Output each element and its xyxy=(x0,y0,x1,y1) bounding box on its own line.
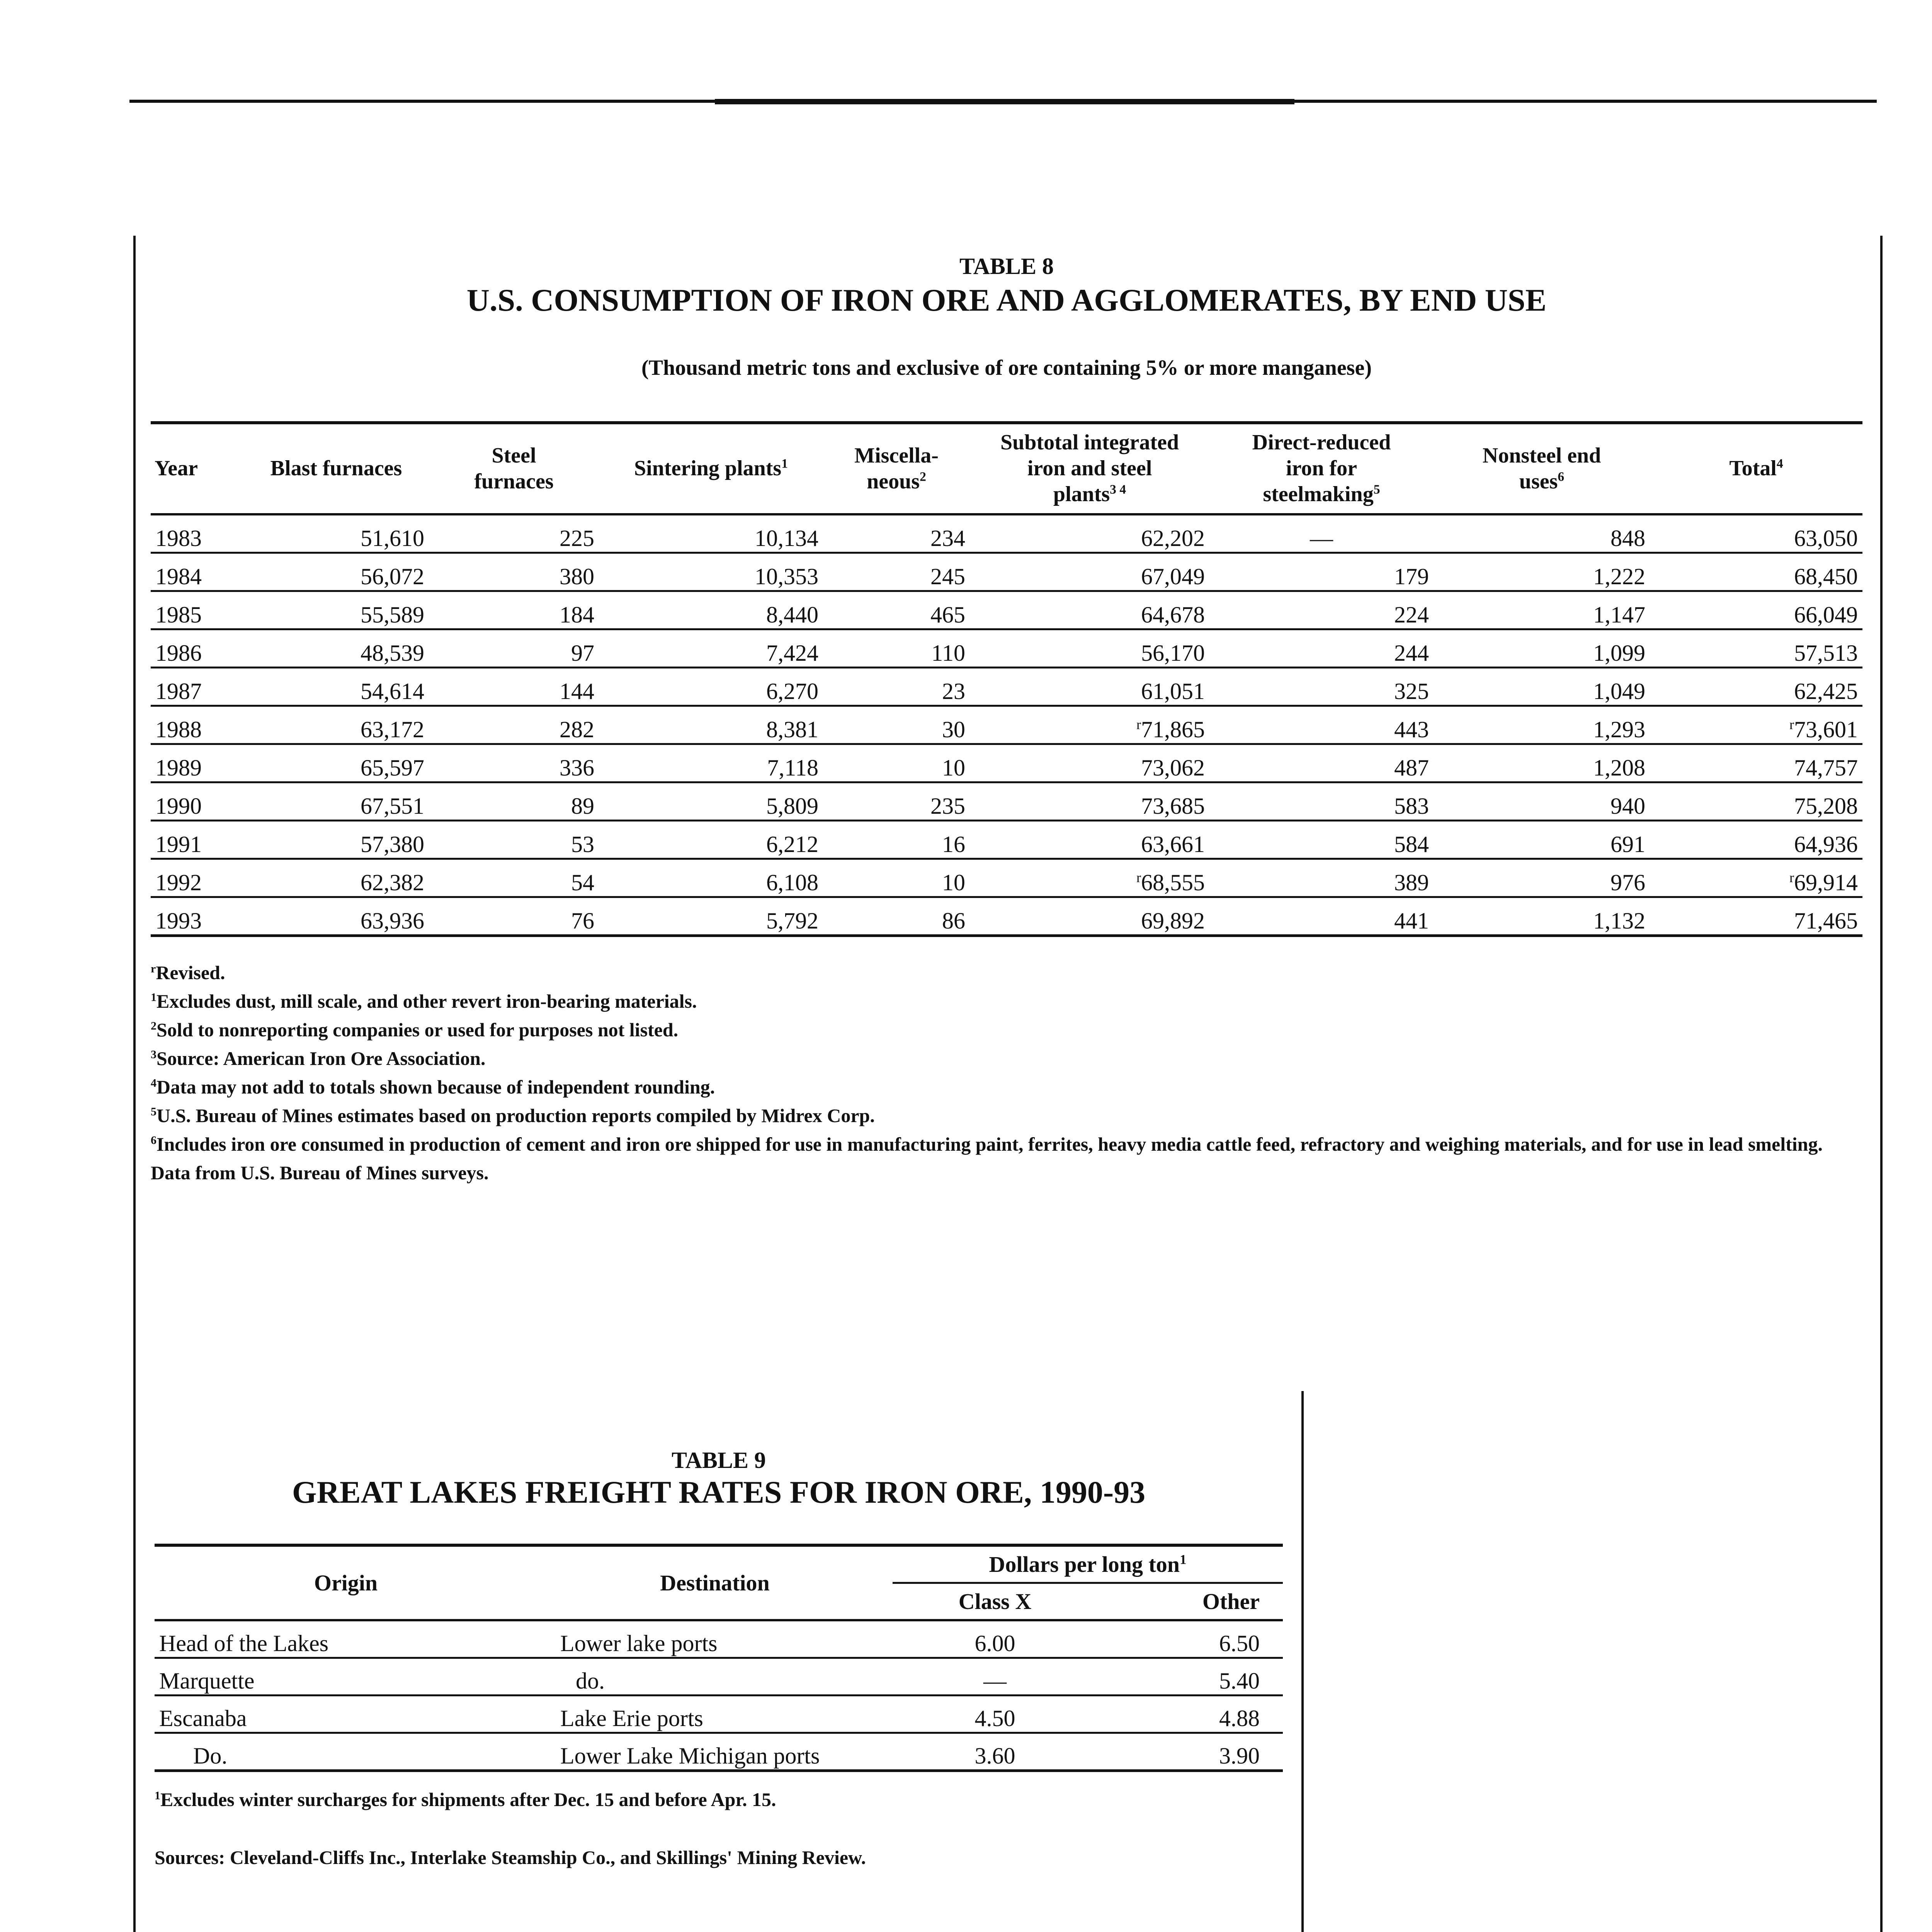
cell-misc: 23 xyxy=(823,667,970,706)
cell-subtotal: 62,202 xyxy=(970,514,1209,553)
cell-origin: Marquette xyxy=(155,1658,537,1696)
cell-total: 63,050 xyxy=(1650,514,1862,553)
cell-year: 1993 xyxy=(151,897,243,935)
cell-dri: — xyxy=(1209,514,1434,553)
table8-header-blast: Blast furnaces xyxy=(243,423,429,514)
cell-origin: Head of the Lakes xyxy=(155,1620,537,1658)
table-row xyxy=(155,1733,1283,1771)
cell-subtotal: 61,051 xyxy=(970,667,1209,706)
table8-header-misc: Miscella- neous$^2$ xyxy=(823,423,970,514)
cell-blast: 65,597 xyxy=(243,744,429,782)
table-row xyxy=(151,514,1862,553)
table8-label: TABLE 8 xyxy=(959,253,1054,279)
cell-nonsteel: 940 xyxy=(1434,782,1650,820)
cell-steel: 184 xyxy=(429,591,599,629)
table-row xyxy=(151,667,1862,706)
left-column-rule xyxy=(133,236,136,1932)
cell-blast: 51,610 xyxy=(243,514,429,553)
footnote: $^1$Excludes dust, mill scale, and other revert iron-bearing materials. xyxy=(151,990,697,1012)
cell-year: 1987 xyxy=(151,667,243,706)
table-row xyxy=(151,706,1862,744)
table8-header-nonsteel: Nonsteel end uses$^6$ xyxy=(1434,423,1650,514)
table9-header-origin: Origin xyxy=(155,1545,537,1620)
table8-header-steel: Steel furnaces xyxy=(429,423,599,514)
cell-blast: 63,172 xyxy=(243,706,429,744)
cell-steel: 336 xyxy=(429,744,599,782)
cell-sinter: 5,809 xyxy=(599,782,823,820)
cell-nonsteel: 848 xyxy=(1434,514,1650,553)
cell-classx: — xyxy=(893,1658,1097,1696)
table-row xyxy=(151,629,1862,667)
table-row xyxy=(151,744,1862,782)
cell-dri: 224 xyxy=(1209,591,1434,629)
cell-dri: 487 xyxy=(1209,744,1434,782)
table-row xyxy=(155,1658,1283,1696)
table-row xyxy=(151,897,1862,935)
cell-nonsteel: 1,208 xyxy=(1434,744,1650,782)
cell-destination: Lake Erie ports xyxy=(537,1696,893,1733)
cell-sinter: 6,270 xyxy=(599,667,823,706)
cell-misc: 234 xyxy=(823,514,970,553)
table8-title: U.S. CONSUMPTION OF IRON ORE AND AGGLOMERATES, BY END USE xyxy=(466,282,1547,318)
cell-dri: 389 xyxy=(1209,859,1434,897)
cell-misc: 16 xyxy=(823,820,970,859)
cell-classx: 3.60 xyxy=(893,1733,1097,1771)
cell-subtotal: 64,678 xyxy=(970,591,1209,629)
cell-subtotal: 67,049 xyxy=(970,553,1209,591)
cell-total: 71,465 xyxy=(1650,897,1862,935)
cell-origin: Do. xyxy=(155,1733,537,1771)
cell-total: 74,757 xyxy=(1650,744,1862,782)
table9-header-group: Dollars per long ton$^1$ xyxy=(893,1545,1283,1583)
table8-header-row xyxy=(151,423,1862,514)
table8-footnotes xyxy=(151,958,1862,1187)
cell-dri: 325 xyxy=(1209,667,1434,706)
cell-misc: 30 xyxy=(823,706,970,744)
cell-nonsteel: 1,132 xyxy=(1434,897,1650,935)
cell-nonsteel: 976 xyxy=(1434,859,1650,897)
cell-sinter: 6,108 xyxy=(599,859,823,897)
cell-total: 62,425 xyxy=(1650,667,1862,706)
cell-misc: 245 xyxy=(823,553,970,591)
table8-header-total: Total$^4$ xyxy=(1650,423,1862,514)
table-row xyxy=(151,820,1862,859)
footnote: $^6$Includes iron ore consumed in production of cement and iron ore shipped for use in manufacturing paint, ferrites, heavy media cattle feed, refractory and weighing materials, and for use in lead smelting. Data from U.S. Bureau of Mines surveys. xyxy=(151,1133,1823,1184)
footnote: $^5$U.S. Bureau of Mines estimates based on production reports compiled by Midrex Corp. xyxy=(151,1105,875,1126)
cell-subtotal: 73,062 xyxy=(970,744,1209,782)
cell-year: 1983 xyxy=(151,514,243,553)
cell-destination: do. xyxy=(537,1658,893,1696)
cell-sinter: 10,134 xyxy=(599,514,823,553)
right-column-rule xyxy=(1880,236,1883,1932)
table-row xyxy=(155,1696,1283,1733)
cell-blast: 54,614 xyxy=(243,667,429,706)
cell-dri: 179 xyxy=(1209,553,1434,591)
cell-nonsteel: 1,293 xyxy=(1434,706,1650,744)
top-rule-accent xyxy=(715,99,1294,104)
cell-total: 66,049 xyxy=(1650,591,1862,629)
cell-dri: 244 xyxy=(1209,629,1434,667)
cell-subtotal: $^r$68,555 xyxy=(970,859,1209,897)
cell-sinter: 7,118 xyxy=(599,744,823,782)
cell-sinter: 6,212 xyxy=(599,820,823,859)
table9-header-destination: Destination xyxy=(537,1545,893,1620)
cell-subtotal: 73,685 xyxy=(970,782,1209,820)
cell-subtotal: 63,661 xyxy=(970,820,1209,859)
table9-header-other: Other xyxy=(1097,1583,1283,1621)
table9 xyxy=(155,1544,1283,1772)
cell-blast: 63,936 xyxy=(243,897,429,935)
cell-year: 1991 xyxy=(151,820,243,859)
cell-blast: 55,589 xyxy=(243,591,429,629)
table-row xyxy=(151,591,1862,629)
cell-steel: 380 xyxy=(429,553,599,591)
cell-total: 75,208 xyxy=(1650,782,1862,820)
table9-sources: Sources: Cleveland-Cliffs Inc., Interlake Steamship Co., and Skillings' Mining Review. xyxy=(155,1847,866,1868)
cell-year: 1992 xyxy=(151,859,243,897)
cell-dri: 583 xyxy=(1209,782,1434,820)
cell-misc: 86 xyxy=(823,897,970,935)
table8-header-subtotal: Subtotal integrated iron and steel plants$^{3 4}$ xyxy=(970,423,1209,514)
cell-misc: 235 xyxy=(823,782,970,820)
cell-sinter: 5,792 xyxy=(599,897,823,935)
cell-subtotal: 56,170 xyxy=(970,629,1209,667)
cell-other: 5.40 xyxy=(1097,1658,1283,1696)
cell-dri: 584 xyxy=(1209,820,1434,859)
cell-blast: 48,539 xyxy=(243,629,429,667)
cell-nonsteel: 691 xyxy=(1434,820,1650,859)
cell-dri: 441 xyxy=(1209,897,1434,935)
cell-destination: Lower lake ports xyxy=(537,1620,893,1658)
cell-dri: 443 xyxy=(1209,706,1434,744)
cell-year: 1986 xyxy=(151,629,243,667)
table9-footnote: $^1$Excludes winter surcharges for shipments after Dec. 15 and before Apr. 15. xyxy=(155,1789,776,1810)
cell-year: 1989 xyxy=(151,744,243,782)
cell-origin: Escanaba xyxy=(155,1696,537,1733)
cell-nonsteel: 1,222 xyxy=(1434,553,1650,591)
cell-subtotal: $^r$71,865 xyxy=(970,706,1209,744)
table8-header-sinter: Sintering plants$^1$ xyxy=(599,423,823,514)
cell-misc: 110 xyxy=(823,629,970,667)
cell-year: 1984 xyxy=(151,553,243,591)
cell-total: $^r$73,601 xyxy=(1650,706,1862,744)
cell-sinter: 7,424 xyxy=(599,629,823,667)
cell-misc: 10 xyxy=(823,859,970,897)
cell-steel: 76 xyxy=(429,897,599,935)
cell-other: 4.88 xyxy=(1097,1696,1283,1733)
cell-other: 3.90 xyxy=(1097,1733,1283,1771)
cell-destination: Lower Lake Michigan ports xyxy=(537,1733,893,1771)
cell-total: 64,936 xyxy=(1650,820,1862,859)
cell-year: 1990 xyxy=(151,782,243,820)
cell-steel: 53 xyxy=(429,820,599,859)
cell-blast: 57,380 xyxy=(243,820,429,859)
cell-subtotal: 69,892 xyxy=(970,897,1209,935)
cell-misc: 10 xyxy=(823,744,970,782)
table8-subtitle: (Thousand metric tons and exclusive of ore containing 5% or more manganese) xyxy=(641,356,1372,380)
cell-steel: 54 xyxy=(429,859,599,897)
cell-blast: 56,072 xyxy=(243,553,429,591)
table9-header-row-1 xyxy=(155,1545,1283,1583)
cell-sinter: 8,381 xyxy=(599,706,823,744)
cell-year: 1985 xyxy=(151,591,243,629)
table-row xyxy=(155,1620,1283,1658)
cell-nonsteel: 1,099 xyxy=(1434,629,1650,667)
cell-total: 68,450 xyxy=(1650,553,1862,591)
cell-blast: 62,382 xyxy=(243,859,429,897)
cell-steel: 144 xyxy=(429,667,599,706)
footnote: $^4$Data may not add to totals shown because of independent rounding. xyxy=(151,1076,715,1098)
table8 xyxy=(151,421,1862,937)
cell-sinter: 10,353 xyxy=(599,553,823,591)
cell-sinter: 8,440 xyxy=(599,591,823,629)
table9-label: TABLE 9 xyxy=(672,1447,766,1473)
table-row xyxy=(151,859,1862,897)
table8-header-year: Year xyxy=(151,423,243,514)
cell-classx: 4.50 xyxy=(893,1696,1097,1733)
footnote: $^3$Source: American Iron Ore Association. xyxy=(151,1048,486,1069)
table9-header-classx: Class X xyxy=(893,1583,1097,1621)
cell-steel: 89 xyxy=(429,782,599,820)
cell-steel: 97 xyxy=(429,629,599,667)
cell-year: 1988 xyxy=(151,706,243,744)
footnote: $^2$Sold to nonreporting companies or used for purposes not listed. xyxy=(151,1019,679,1041)
cell-steel: 282 xyxy=(429,706,599,744)
cell-total: 57,513 xyxy=(1650,629,1862,667)
footnote: $^r$Revised. xyxy=(151,962,225,983)
cell-steel: 225 xyxy=(429,514,599,553)
cell-other: 6.50 xyxy=(1097,1620,1283,1658)
cell-misc: 465 xyxy=(823,591,970,629)
table-row xyxy=(151,782,1862,820)
middle-column-rule xyxy=(1301,1391,1304,1932)
cell-classx: 6.00 xyxy=(893,1620,1097,1658)
table9-title: GREAT LAKES FREIGHT RATES FOR IRON ORE, 1990-93 xyxy=(292,1475,1146,1510)
cell-total: $^r$69,914 xyxy=(1650,859,1862,897)
cell-nonsteel: 1,147 xyxy=(1434,591,1650,629)
table8-header-dri: Direct-reduced iron for steelmaking$^5$ xyxy=(1209,423,1434,514)
cell-nonsteel: 1,049 xyxy=(1434,667,1650,706)
table-row xyxy=(151,553,1862,591)
cell-blast: 67,551 xyxy=(243,782,429,820)
